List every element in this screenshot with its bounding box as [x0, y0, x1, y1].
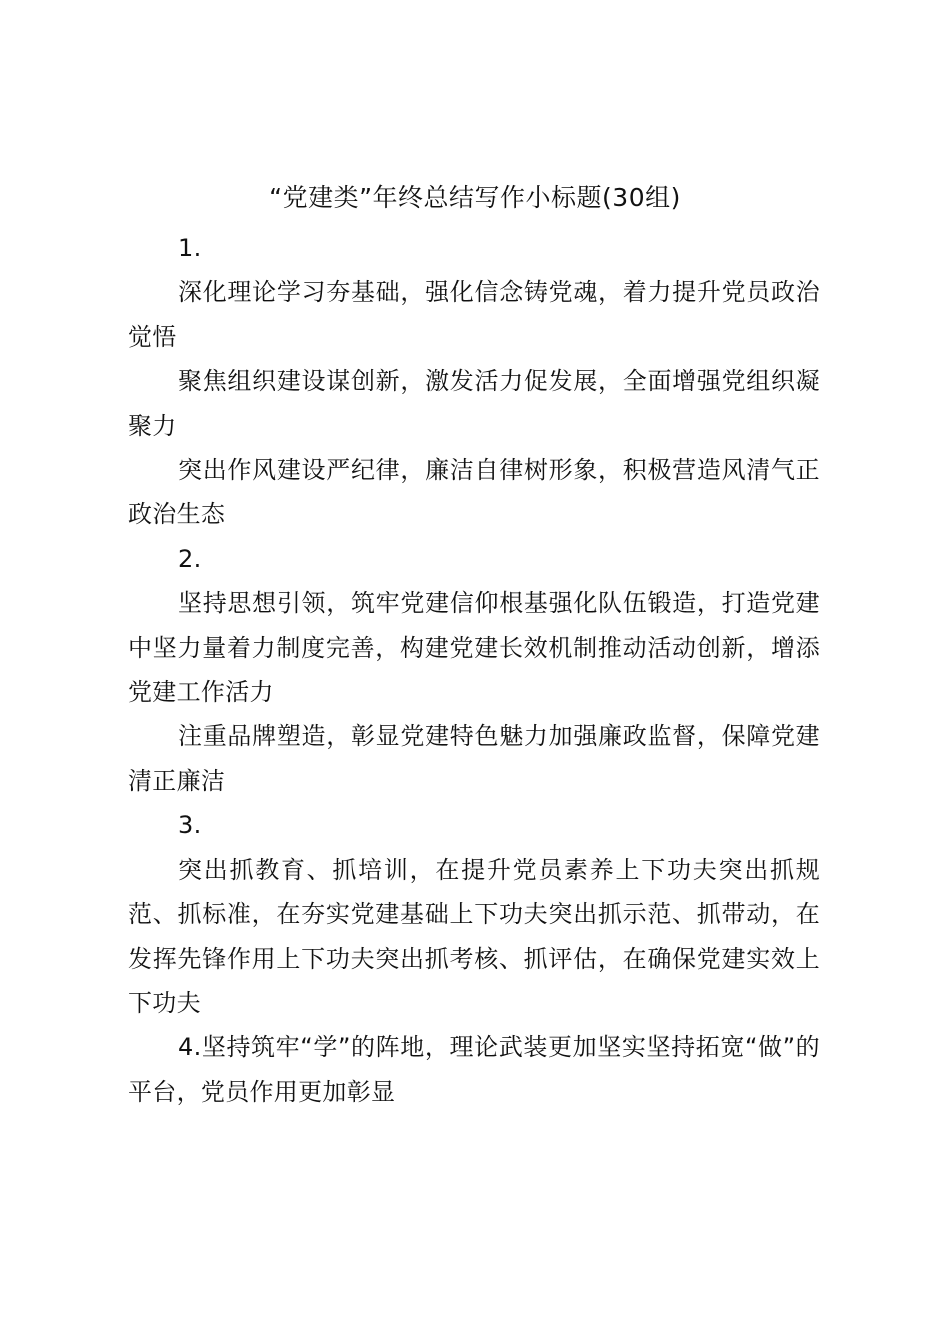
section-number-3: 3. — [178, 811, 202, 840]
paragraph: 深化理论学习夯基础，强化信念铸党魂，着力提升党员政治觉悟 — [128, 278, 820, 351]
paragraph: 突出作风建设严纪律，廉洁自律树形象，积极营造风清气正政治生态 — [128, 456, 820, 529]
section-number-1: 1. — [178, 234, 202, 262]
section-number-2: 2. — [178, 544, 202, 573]
paragraph: 突出抓教育、抓培训，在提升党员素养上下功夫突出抓规范、抓标准，在夯实党建基础上下功夫突出抓示范、抓带动，在发挥先锋作用上下功夫突出抓考核、抓评估，在确保党建实效上下功夫 — [128, 855, 820, 1017]
document-body — [128, 226, 820, 1114]
paragraph: 聚焦组织建设谋创新，激发活力促发展，全面增强党组织凝聚力 — [128, 367, 820, 440]
document-title: “党建类”年终总结写作小标题(30组) — [269, 183, 681, 212]
paragraph: 4.坚持筑牢“学”的阵地，理论武装更加坚实坚持拓宽“做”的平台，党员作用更加彰显 — [128, 1033, 820, 1106]
paragraph: 坚持思想引领，筑牢党建信仰根基强化队伍锻造，打造党建中坚力量着力制度完善，构建党建长效机制推动活动创新，增添党建工作活力 — [128, 589, 820, 707]
paragraph: 注重品牌塑造，彰显党建特色魅力加强廉政监督，保障党建清正廉洁 — [128, 722, 820, 795]
